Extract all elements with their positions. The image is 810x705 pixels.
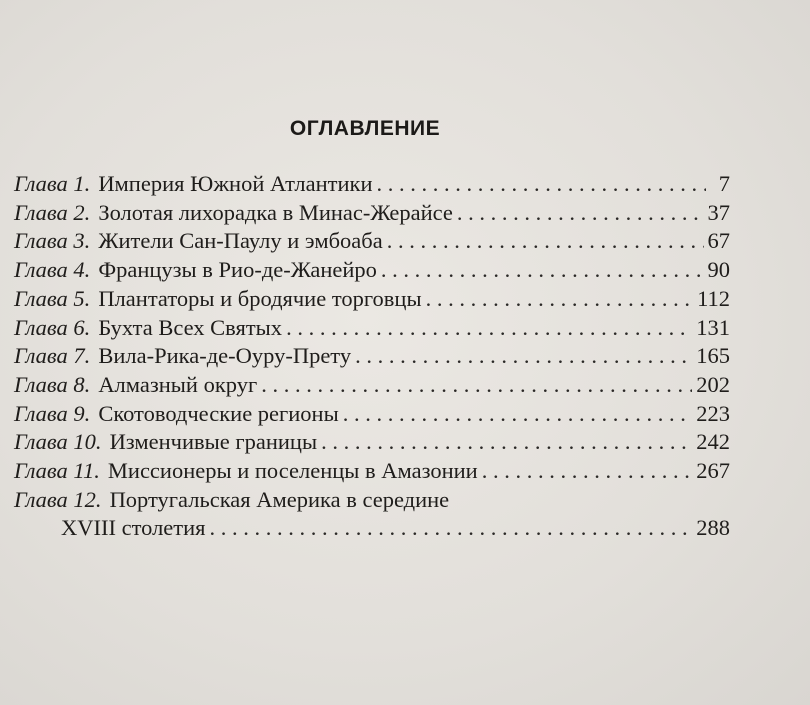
chapter-label: Глава 7. [14, 343, 91, 369]
dot-leader [261, 371, 692, 400]
chapter-label: Глава 6. [14, 314, 91, 340]
chapter-label: Глава 3. [14, 228, 91, 254]
dot-leader [457, 199, 704, 228]
chapter-label: Глава 1. [14, 171, 91, 196]
page-number: 67 [707, 228, 730, 254]
toc-entry [14, 199, 730, 228]
toc-entry [14, 371, 730, 400]
toc-entry [14, 486, 730, 515]
chapter-label: Глава 10. [14, 429, 102, 455]
dot-leader [286, 314, 692, 343]
chapter-label: Глава 12. [14, 486, 102, 512]
page-number: 37 [707, 199, 730, 225]
chapter-title: Французы в Рио-де-Жанейро [98, 257, 377, 283]
page-number: 202 [696, 371, 730, 397]
dot-leader [426, 285, 694, 314]
chapter-title: Португальская Америка в середине [109, 486, 450, 512]
page-number: 7 [718, 171, 730, 196]
chapter-label: Глава 5. [14, 285, 91, 311]
dot-leader [210, 514, 693, 543]
dot-leader [482, 457, 693, 486]
chapter-title: Вила-Рика-де-Оуру-Прету [98, 343, 352, 369]
chapter-label: Глава 2. [14, 199, 91, 225]
page-number: 288 [696, 515, 730, 541]
dot-leader [381, 256, 704, 285]
toc-entry [14, 314, 730, 343]
table-of-contents [14, 170, 730, 543]
chapter-label: Глава 4. [14, 257, 91, 283]
chapter-title: Скотоводческие регионы [98, 400, 339, 426]
page-number: 223 [696, 400, 730, 426]
toc-entry [14, 457, 730, 486]
toc-entry [14, 170, 730, 199]
chapter-title: Изменчивые границы [109, 429, 318, 455]
toc-entry [14, 342, 730, 371]
page-number: 90 [707, 257, 730, 283]
toc-entry-continuation [14, 514, 730, 543]
dot-leader [355, 342, 692, 371]
chapter-title: Плантаторы и бродячие торговцы [98, 285, 422, 311]
dot-leader [321, 428, 692, 457]
page-number: 267 [696, 458, 730, 484]
chapter-label: Глава 8. [14, 371, 91, 397]
page-number: 131 [696, 314, 730, 340]
toc-entry [14, 428, 730, 457]
toc-entry [14, 285, 730, 314]
chapter-title: Миссионеры и поселенцы в Амазонии [107, 458, 478, 484]
toc-entry [14, 400, 730, 429]
chapter-title: Золотая лихорадка в Минас-Жерайсе [98, 199, 453, 225]
chapter-label: Глава 9. [14, 400, 91, 426]
chapter-label: Глава 11. [14, 458, 100, 484]
page-number: 242 [696, 429, 730, 455]
toc-entry [14, 227, 730, 256]
dot-leader [387, 227, 704, 256]
page-number: 165 [696, 343, 730, 369]
dot-leader [377, 170, 707, 199]
page-number: 112 [697, 285, 730, 311]
chapter-title-continuation: XVIII столетия [61, 515, 206, 541]
chapter-title: Бухта Всех Святых [98, 314, 283, 340]
chapter-title: Жители Сан-Паулу и эмбоаба [98, 228, 383, 254]
toc-heading: ОГЛАВЛЕНИЕ [289, 117, 441, 140]
toc-entry [14, 256, 730, 285]
dot-leader [343, 400, 693, 429]
chapter-title: Империя Южной Атлантики [98, 171, 373, 196]
chapter-title: Алмазный округ [98, 371, 258, 397]
